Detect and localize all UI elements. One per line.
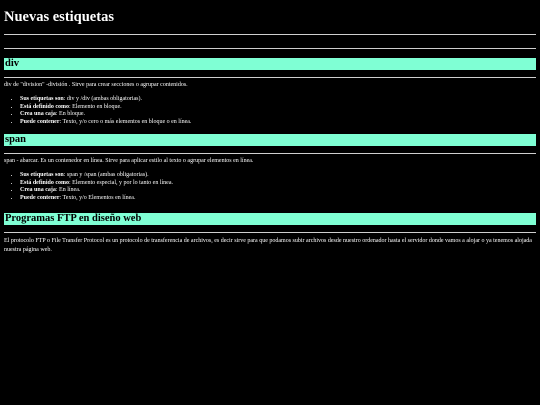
- list-item-label: Sus etiquetas son: [20, 96, 64, 102]
- list-item-label: Crea una caja: [20, 187, 56, 193]
- list-item-label: Sus etiquetas son: [20, 172, 64, 178]
- list-item: [20, 119, 536, 127]
- title-divider-secondary: [4, 48, 536, 49]
- section-divider: [4, 153, 536, 154]
- list-item-label: Crea una caja: [20, 111, 56, 117]
- section-heading-span: span: [4, 134, 536, 146]
- page-title: Nuevas estiquetas: [4, 9, 114, 25]
- list-item-label: Puede contener: [20, 118, 60, 125]
- list-item-label: Está definido como: [20, 103, 70, 110]
- properties-list-div: [4, 96, 536, 126]
- list-item: [20, 180, 536, 188]
- list-item: [20, 104, 536, 112]
- properties-list-span: [4, 172, 536, 202]
- list-item: [20, 172, 536, 180]
- section-heading-div: div: [4, 58, 536, 70]
- list-item: [20, 96, 536, 104]
- list-item-value: : En bloque.: [55, 111, 86, 117]
- section-description-span: span - abarcar. Es un contenedor en línea. Sirve para aplicar estilo al texto o agrupar elementos en línea.: [4, 158, 254, 164]
- list-item: [20, 187, 536, 195]
- list-item-value: : Texto, y/o Elementos en línea.: [59, 194, 136, 201]
- list-item: [20, 111, 536, 119]
- section-description-div: div de "division" -división . Sirve para crear secciones o agrupar contenidos.: [4, 82, 188, 88]
- section-divider: [4, 232, 536, 233]
- list-item-label: Está definido como: [20, 179, 70, 186]
- title-divider: [4, 34, 536, 35]
- list-item-value: : Elemento en bloque.: [69, 103, 122, 110]
- list-item-value: : Elemento especial, y por lo tanto en línea.: [69, 179, 173, 186]
- list-item-value: : En línea.: [55, 187, 81, 193]
- list-item-value: : div y /div (ambas obligatorias).: [63, 96, 143, 102]
- section-description-ftp: El protocolo FTP o File Transfer Protocol es un protocolo de transferencia de archivos, es decir sirve para que podamos subir archivos desde nuestro ordenador hasta el servidor donde vamos a alojar o ya tenemos alojada nuestra página web.: [4, 238, 532, 253]
- section-divider: [4, 77, 536, 78]
- list-item: [20, 195, 536, 203]
- list-item-value: : Texto, y/o cero o más elementos en bloque o en línea.: [59, 118, 192, 125]
- list-item-label: Puede contener: [20, 194, 60, 201]
- list-item-value: : span y /span (ambas obligatorias).: [63, 172, 149, 178]
- section-heading-ftp: Programas FTP en diseño web: [4, 213, 536, 225]
